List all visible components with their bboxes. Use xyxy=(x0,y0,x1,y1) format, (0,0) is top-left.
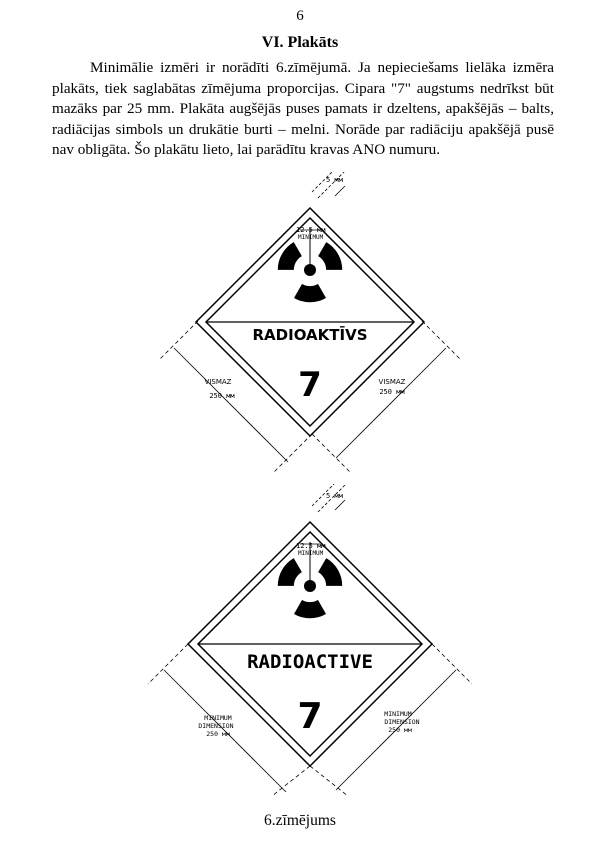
class-number: 7 xyxy=(297,696,323,737)
side-label-left-3: 250 мм xyxy=(206,730,230,738)
placard-figure-lv xyxy=(0,172,600,472)
class-number: 7 xyxy=(298,365,322,405)
dimension-lines xyxy=(148,484,472,796)
body-paragraph: Minimālie izmēri ir norādīti 6.zīmējumā. Ja nepieciešams lielāka izmēra plakāts, tiek saglabātas zīmējuma proporcijas. Cipara "7" augstums nedrīkst būt mazāks par 25 mm. Plakāta augšējās puses pamats ir dzeltens, apakšējās – balts, radiācijas simbols un drukātie burti – melni. Norāde par radiāciju apakšējā pusē nav obligāta. Šo plakātu lieto, lai parādītu kravas ANO numuru. xyxy=(52,59,554,158)
placard-main-label: RADIOAKTĪVS xyxy=(252,326,368,344)
section-title: VI. Plakāts xyxy=(261,34,339,51)
placard-figure-en xyxy=(0,484,600,796)
gap-dimension-label: 5 мм xyxy=(326,492,343,500)
side-label-left-1: VISMAZ xyxy=(204,378,232,386)
symbol-dimension-value: 12.5 мм xyxy=(296,226,326,234)
side-label-left-2: 250 мм xyxy=(209,392,235,400)
figure-caption: 6.zīmējums xyxy=(264,812,336,829)
side-label-right-1: VISMAZ xyxy=(378,378,406,386)
side-label-right-2: 250 мм xyxy=(379,388,405,396)
side-label-right-3: 250 мм xyxy=(388,726,412,734)
symbol-dimension-value: 12.5 мм xyxy=(296,542,326,550)
page-number: 6 xyxy=(296,8,304,24)
side-label-right-1: MINIMUM xyxy=(384,710,412,718)
gap-dimension-label: 5 мм xyxy=(326,176,343,184)
side-label-left-2: DIMENSION xyxy=(198,722,234,730)
symbol-dimension-note: MINIMUM xyxy=(298,234,324,241)
side-label-left-1: MINIMUM xyxy=(204,714,232,722)
symbol-dimension-note: MINIMUM xyxy=(298,550,324,557)
side-label-right-2: DIMENSION xyxy=(384,718,420,726)
placard-main-label: RADIOACTIVE xyxy=(247,651,373,673)
